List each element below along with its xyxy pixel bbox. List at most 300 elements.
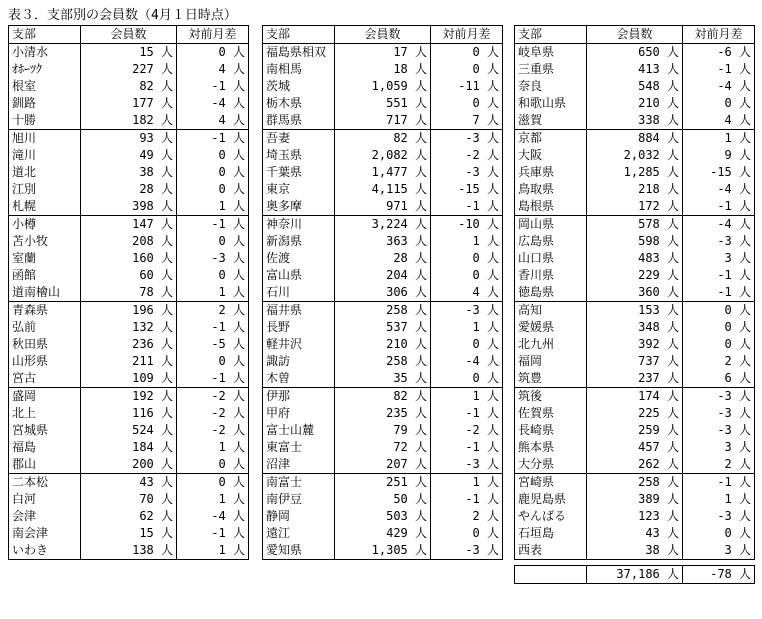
member-count: 3,224 人 <box>335 216 431 234</box>
monthly-diff: -3 人 <box>683 388 755 406</box>
member-count: 1,059 人 <box>335 78 431 95</box>
monthly-diff: 0 人 <box>177 181 249 198</box>
monthly-diff: 4 人 <box>177 112 249 130</box>
monthly-diff: 0 人 <box>431 44 503 62</box>
branch-name: 島根県 <box>515 198 587 216</box>
branch-table-1 <box>8 25 249 560</box>
member-count: 132 人 <box>81 319 177 336</box>
member-count: 18 人 <box>335 61 431 78</box>
branch-name: 大分県 <box>515 456 587 474</box>
monthly-diff: 4 人 <box>683 112 755 130</box>
member-count: 160 人 <box>81 250 177 267</box>
monthly-diff: -3 人 <box>177 250 249 267</box>
branch-name: 滋賀 <box>515 112 587 130</box>
member-count: 82 人 <box>81 78 177 95</box>
branch-name: 富山県 <box>263 267 335 284</box>
member-count: 1,477 人 <box>335 164 431 181</box>
table-row <box>263 44 503 62</box>
branch-name: 諏訪 <box>263 353 335 370</box>
member-count: 82 人 <box>335 130 431 148</box>
table-row <box>9 422 249 439</box>
header-row <box>263 26 503 44</box>
monthly-diff: -1 人 <box>431 405 503 422</box>
member-count: 62 人 <box>81 508 177 525</box>
branch-name: 鳥取県 <box>515 181 587 198</box>
table-row <box>263 181 503 198</box>
total-label <box>515 566 587 584</box>
member-count: 116 人 <box>81 405 177 422</box>
monthly-diff: -1 人 <box>177 78 249 95</box>
table-row <box>263 233 503 250</box>
total-diff: -78 人 <box>683 566 755 584</box>
monthly-diff: 6 人 <box>683 370 755 388</box>
branch-name: 大阪 <box>515 147 587 164</box>
member-count: 196 人 <box>81 302 177 320</box>
monthly-diff: 1 人 <box>431 233 503 250</box>
table-row <box>9 164 249 181</box>
branch-name: 高知 <box>515 302 587 320</box>
table-row <box>263 405 503 422</box>
table-row <box>9 198 249 216</box>
member-count: 15 人 <box>81 525 177 542</box>
member-count: 182 人 <box>81 112 177 130</box>
table-row <box>9 525 249 542</box>
branch-name: 南相馬 <box>263 61 335 78</box>
monthly-diff: -1 人 <box>177 525 249 542</box>
monthly-diff: -4 人 <box>177 508 249 525</box>
monthly-diff: 4 人 <box>431 284 503 302</box>
monthly-diff: 0 人 <box>177 44 249 62</box>
branch-name: 熊本県 <box>515 439 587 456</box>
table-row <box>515 542 755 560</box>
branch-name: 沼津 <box>263 456 335 474</box>
column-header: 会員数 <box>587 26 683 44</box>
branch-name: 福井県 <box>263 302 335 320</box>
table-row <box>263 130 503 148</box>
table-row <box>515 164 755 181</box>
branch-name: 郡山 <box>9 456 81 474</box>
monthly-diff: -1 人 <box>177 216 249 234</box>
branch-name: 和歌山県 <box>515 95 587 112</box>
branch-name: 鹿児島県 <box>515 491 587 508</box>
monthly-diff: -2 人 <box>177 422 249 439</box>
branch-name: 軽井沢 <box>263 336 335 353</box>
monthly-diff: -15 人 <box>431 181 503 198</box>
monthly-diff: 1 人 <box>177 284 249 302</box>
member-count: 548 人 <box>587 78 683 95</box>
monthly-diff: 0 人 <box>683 319 755 336</box>
branch-name: 東富士 <box>263 439 335 456</box>
table-row <box>263 474 503 492</box>
branch-name: 長崎県 <box>515 422 587 439</box>
table-row <box>515 388 755 406</box>
monthly-diff: -1 人 <box>683 267 755 284</box>
table-row <box>9 216 249 234</box>
member-count: 210 人 <box>587 95 683 112</box>
table-row <box>9 112 249 130</box>
table-row <box>263 95 503 112</box>
table-row <box>9 491 249 508</box>
table-row <box>9 508 249 525</box>
table-row <box>515 456 755 474</box>
table-row <box>263 164 503 181</box>
member-count: 123 人 <box>587 508 683 525</box>
table-row <box>9 130 249 148</box>
table-row <box>515 130 755 148</box>
table-row <box>515 233 755 250</box>
branch-name: 筑豊 <box>515 370 587 388</box>
table-row <box>515 198 755 216</box>
branch-table-3 <box>514 25 755 584</box>
branch-name: 三重県 <box>515 61 587 78</box>
monthly-diff: 1 人 <box>683 130 755 148</box>
monthly-diff: -3 人 <box>431 302 503 320</box>
table-row <box>263 147 503 164</box>
branch-name: 函館 <box>9 267 81 284</box>
branch-name: 会津 <box>9 508 81 525</box>
branch-name: 伊那 <box>263 388 335 406</box>
monthly-diff: -2 人 <box>177 405 249 422</box>
table-row <box>9 233 249 250</box>
table-row <box>515 336 755 353</box>
member-count: 338 人 <box>587 112 683 130</box>
branch-name: 南伊豆 <box>263 491 335 508</box>
member-count: 207 人 <box>335 456 431 474</box>
member-count: 235 人 <box>335 405 431 422</box>
branch-name: 室蘭 <box>9 250 81 267</box>
branch-name: 南会津 <box>9 525 81 542</box>
branch-name: 二本松 <box>9 474 81 492</box>
table-row <box>263 525 503 542</box>
branch-name: 滝川 <box>9 147 81 164</box>
monthly-diff: -1 人 <box>177 319 249 336</box>
member-count: 717 人 <box>335 112 431 130</box>
monthly-diff: -1 人 <box>431 439 503 456</box>
branch-name: 道北 <box>9 164 81 181</box>
member-count: 208 人 <box>81 233 177 250</box>
member-count: 72 人 <box>335 439 431 456</box>
member-count: 82 人 <box>335 388 431 406</box>
branch-name: 兵庫県 <box>515 164 587 181</box>
branch-name: 愛媛県 <box>515 319 587 336</box>
monthly-diff: 4 人 <box>177 61 249 78</box>
branch-name: 徳島県 <box>515 284 587 302</box>
table-row <box>9 336 249 353</box>
table-row <box>515 267 755 284</box>
table-row <box>263 508 503 525</box>
member-count: 28 人 <box>335 250 431 267</box>
monthly-diff: -11 人 <box>431 78 503 95</box>
table-row <box>263 216 503 234</box>
table-row <box>9 353 249 370</box>
monthly-diff: 0 人 <box>177 267 249 284</box>
member-count: 237 人 <box>587 370 683 388</box>
column-header: 会員数 <box>81 26 177 44</box>
branch-name: 宮古 <box>9 370 81 388</box>
monthly-diff: 0 人 <box>683 95 755 112</box>
monthly-diff: 2 人 <box>431 508 503 525</box>
branch-name: 秋田県 <box>9 336 81 353</box>
branch-name: 宮城県 <box>9 422 81 439</box>
monthly-diff: 0 人 <box>177 353 249 370</box>
table-row <box>263 439 503 456</box>
monthly-diff: 0 人 <box>177 164 249 181</box>
table-row <box>263 336 503 353</box>
branch-name: 青森県 <box>9 302 81 320</box>
branch-name: 北上 <box>9 405 81 422</box>
table-row <box>515 44 755 62</box>
monthly-diff: -10 人 <box>431 216 503 234</box>
table-row <box>515 61 755 78</box>
monthly-diff: -15 人 <box>683 164 755 181</box>
branch-name: 石垣島 <box>515 525 587 542</box>
table-row <box>515 439 755 456</box>
member-count: 204 人 <box>335 267 431 284</box>
monthly-diff: 1 人 <box>177 198 249 216</box>
member-count: 971 人 <box>335 198 431 216</box>
monthly-diff: 0 人 <box>683 525 755 542</box>
member-count: 60 人 <box>81 267 177 284</box>
column-header: 対前月差 <box>683 26 755 44</box>
member-count: 258 人 <box>335 302 431 320</box>
monthly-diff: 0 人 <box>177 147 249 164</box>
branch-name: 広島県 <box>515 233 587 250</box>
monthly-diff: -2 人 <box>431 147 503 164</box>
member-count: 28 人 <box>81 181 177 198</box>
monthly-diff: -3 人 <box>431 130 503 148</box>
branch-name: 富士山麓 <box>263 422 335 439</box>
branch-name: 道南檜山 <box>9 284 81 302</box>
branch-name: 群馬県 <box>263 112 335 130</box>
member-count: 229 人 <box>587 267 683 284</box>
monthly-diff: -4 人 <box>177 95 249 112</box>
member-count: 147 人 <box>81 216 177 234</box>
member-count: 174 人 <box>587 388 683 406</box>
table-row <box>263 353 503 370</box>
table-row <box>515 250 755 267</box>
member-count: 78 人 <box>81 284 177 302</box>
table-row <box>9 370 249 388</box>
monthly-diff: 2 人 <box>683 456 755 474</box>
table-row <box>515 112 755 130</box>
member-count: 177 人 <box>81 95 177 112</box>
table-row <box>9 474 249 492</box>
table-row <box>263 112 503 130</box>
member-count: 2,082 人 <box>335 147 431 164</box>
monthly-diff: 2 人 <box>683 353 755 370</box>
member-count: 258 人 <box>335 353 431 370</box>
table-row <box>515 319 755 336</box>
table-row <box>515 525 755 542</box>
monthly-diff: 0 人 <box>177 474 249 492</box>
member-count: 109 人 <box>81 370 177 388</box>
table-row <box>263 284 503 302</box>
table-row <box>515 78 755 95</box>
table-row <box>515 95 755 112</box>
table-row <box>9 147 249 164</box>
column-header: 会員数 <box>335 26 431 44</box>
member-count: 259 人 <box>587 422 683 439</box>
monthly-diff: -1 人 <box>431 491 503 508</box>
member-count: 1,305 人 <box>335 542 431 560</box>
member-count: 38 人 <box>81 164 177 181</box>
member-count: 138 人 <box>81 542 177 560</box>
branch-name: 栃木県 <box>263 95 335 112</box>
table-row <box>9 388 249 406</box>
branch-name: 福島 <box>9 439 81 456</box>
header-row <box>515 26 755 44</box>
monthly-diff: 1 人 <box>431 319 503 336</box>
table-row <box>263 198 503 216</box>
table-row <box>263 250 503 267</box>
table-row <box>9 267 249 284</box>
member-count: 49 人 <box>81 147 177 164</box>
monthly-diff: -3 人 <box>431 456 503 474</box>
branch-name: 木曽 <box>263 370 335 388</box>
member-count: 218 人 <box>587 181 683 198</box>
branch-name: 小樽 <box>9 216 81 234</box>
table-row <box>263 388 503 406</box>
member-count: 348 人 <box>587 319 683 336</box>
member-count: 737 人 <box>587 353 683 370</box>
branch-name: ｵﾎｰﾂｸ <box>9 61 81 78</box>
branch-name: 佐渡 <box>263 250 335 267</box>
total-members: 37,186 人 <box>587 566 683 584</box>
table-row <box>515 181 755 198</box>
member-count: 429 人 <box>335 525 431 542</box>
member-count: 598 人 <box>587 233 683 250</box>
monthly-diff: -4 人 <box>683 216 755 234</box>
table-row <box>263 491 503 508</box>
member-count: 360 人 <box>587 284 683 302</box>
monthly-diff: -4 人 <box>683 181 755 198</box>
monthly-diff: 0 人 <box>431 250 503 267</box>
branch-name: いわき <box>9 542 81 560</box>
monthly-diff: -5 人 <box>177 336 249 353</box>
table-row <box>515 474 755 492</box>
member-count: 184 人 <box>81 439 177 456</box>
table-row <box>515 405 755 422</box>
branch-name: 江別 <box>9 181 81 198</box>
monthly-diff: 0 人 <box>431 525 503 542</box>
member-count: 227 人 <box>81 61 177 78</box>
member-count: 537 人 <box>335 319 431 336</box>
monthly-diff: 1 人 <box>431 388 503 406</box>
table-row <box>515 284 755 302</box>
member-count: 884 人 <box>587 130 683 148</box>
monthly-diff: -1 人 <box>431 198 503 216</box>
column-header: 支部 <box>263 26 335 44</box>
member-count: 306 人 <box>335 284 431 302</box>
member-count: 50 人 <box>335 491 431 508</box>
table-row <box>515 508 755 525</box>
monthly-diff: -3 人 <box>683 508 755 525</box>
branch-name: 福島県相双 <box>263 44 335 62</box>
table-title: 表３．支部別の会員数（4月１日時点） <box>8 8 237 23</box>
member-count: 251 人 <box>335 474 431 492</box>
table-row <box>515 302 755 320</box>
monthly-diff: 1 人 <box>177 491 249 508</box>
branch-name: 苫小牧 <box>9 233 81 250</box>
member-count: 43 人 <box>587 525 683 542</box>
member-count: 1,285 人 <box>587 164 683 181</box>
branch-name: 愛知県 <box>263 542 335 560</box>
table-row <box>515 422 755 439</box>
branch-name: 根室 <box>9 78 81 95</box>
monthly-diff: 7 人 <box>431 112 503 130</box>
member-count: 225 人 <box>587 405 683 422</box>
branch-name: 宮崎県 <box>515 474 587 492</box>
member-count: 503 人 <box>335 508 431 525</box>
monthly-diff: -1 人 <box>683 284 755 302</box>
member-count: 153 人 <box>587 302 683 320</box>
branch-name: 旭川 <box>9 130 81 148</box>
column-header: 支部 <box>515 26 587 44</box>
monthly-diff: -1 人 <box>683 61 755 78</box>
branch-name: 千葉県 <box>263 164 335 181</box>
column-header: 対前月差 <box>177 26 249 44</box>
table-row <box>9 456 249 474</box>
monthly-diff: 0 人 <box>683 336 755 353</box>
member-count: 551 人 <box>335 95 431 112</box>
member-count: 650 人 <box>587 44 683 62</box>
table-row <box>263 422 503 439</box>
monthly-diff: 3 人 <box>683 542 755 560</box>
branch-name: 静岡 <box>263 508 335 525</box>
branch-name: 長野 <box>263 319 335 336</box>
branch-name: 小清水 <box>9 44 81 62</box>
monthly-diff: 1 人 <box>177 542 249 560</box>
monthly-diff: 9 人 <box>683 147 755 164</box>
column-header: 支部 <box>9 26 81 44</box>
branch-name: 山口県 <box>515 250 587 267</box>
branch-name: 遠江 <box>263 525 335 542</box>
table-row <box>263 302 503 320</box>
table-row <box>9 542 249 560</box>
branch-name: 北九州 <box>515 336 587 353</box>
member-count: 262 人 <box>587 456 683 474</box>
member-count: 15 人 <box>81 44 177 62</box>
member-count: 483 人 <box>587 250 683 267</box>
table-row <box>263 267 503 284</box>
monthly-diff: -1 人 <box>177 130 249 148</box>
table-row <box>9 61 249 78</box>
branch-name: 香川県 <box>515 267 587 284</box>
monthly-diff: 0 人 <box>431 336 503 353</box>
table-row <box>9 302 249 320</box>
table-row <box>263 542 503 560</box>
table-row <box>9 439 249 456</box>
branch-name: 岡山県 <box>515 216 587 234</box>
member-count: 172 人 <box>587 198 683 216</box>
branch-name: 佐賀県 <box>515 405 587 422</box>
branch-name: 山形県 <box>9 353 81 370</box>
member-count: 192 人 <box>81 388 177 406</box>
table-row <box>515 370 755 388</box>
member-count: 392 人 <box>587 336 683 353</box>
branch-name: 南富士 <box>263 474 335 492</box>
member-count: 413 人 <box>587 61 683 78</box>
member-count: 70 人 <box>81 491 177 508</box>
table-row <box>9 319 249 336</box>
branch-name: 福岡 <box>515 353 587 370</box>
table-row <box>263 319 503 336</box>
member-count: 200 人 <box>81 456 177 474</box>
monthly-diff: -3 人 <box>683 405 755 422</box>
table-row <box>9 250 249 267</box>
branch-name: 神奈川 <box>263 216 335 234</box>
branch-name: 新潟県 <box>263 233 335 250</box>
